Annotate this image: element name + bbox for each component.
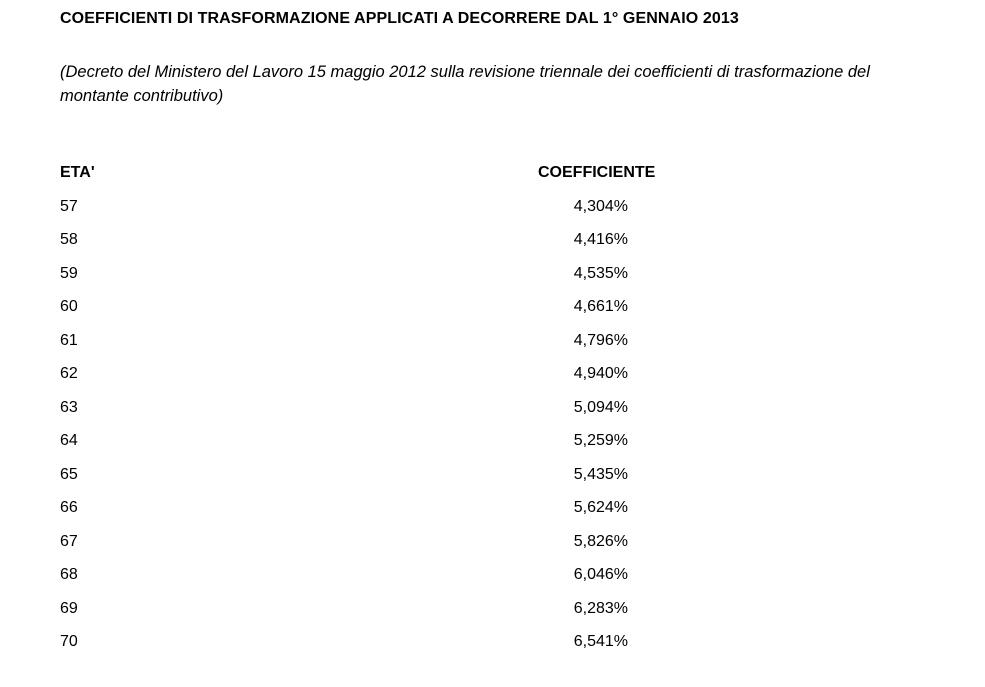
age-cell: 58	[60, 231, 78, 248]
coefficient-cell: 5,624%	[573, 499, 628, 516]
coefficient-cell: 6,541%	[573, 633, 628, 650]
coefficient-cell: 4,661%	[573, 298, 628, 315]
age-cell: 67	[60, 532, 78, 550]
age-cell: 70	[60, 633, 78, 650]
age-cell: 61	[60, 331, 78, 349]
age-cell: 57	[60, 197, 78, 215]
table-row	[0, 263, 985, 297]
coefficient-cell: 5,094%	[573, 398, 628, 416]
coefficient-table	[0, 162, 985, 665]
table-row	[0, 464, 985, 498]
document-title: COEFFICIENTI DI TRASFORMAZIONE APPLICATI A DECORRERE DAL 1° GENNAIO 2013	[60, 10, 739, 27]
age-cell: 68	[60, 566, 78, 583]
coefficient-cell: 4,416%	[573, 231, 628, 248]
header-coefficient: COEFFICIENTE	[538, 164, 656, 181]
age-cell: 69	[60, 599, 78, 617]
table-header-row	[0, 162, 985, 196]
age-cell: 59	[60, 264, 78, 282]
coefficient-cell: 4,796%	[573, 331, 628, 349]
age-cell: 66	[60, 499, 78, 516]
age-cell: 65	[60, 465, 78, 483]
table-row	[0, 497, 985, 531]
coefficient-cell: 5,435%	[573, 465, 628, 483]
table-row	[0, 598, 985, 632]
coefficient-cell: 4,940%	[573, 365, 628, 382]
header-age: ETA'	[60, 164, 95, 181]
table-row	[0, 430, 985, 464]
table-row	[0, 229, 985, 263]
table-row	[0, 631, 985, 665]
table-row	[0, 363, 985, 397]
age-cell: 63	[60, 398, 78, 416]
age-cell: 62	[60, 365, 78, 382]
coefficient-cell: 5,259%	[573, 432, 628, 449]
table-row	[0, 397, 985, 431]
table-row	[0, 196, 985, 230]
table-row	[0, 531, 985, 565]
coefficient-cell: 6,046%	[573, 566, 628, 583]
table-row	[0, 564, 985, 598]
coefficient-cell: 5,826%	[573, 532, 628, 550]
age-cell: 60	[60, 298, 78, 315]
table-row	[0, 296, 985, 330]
coefficient-cell: 6,283%	[573, 599, 628, 617]
coefficient-cell: 4,304%	[573, 197, 628, 215]
document-subtitle: (Decreto del Ministero del Lavoro 15 maggio 2012 sulla revisione triennale dei coefficienti di trasformazione del montante contributivo)	[60, 63, 870, 105]
coefficient-cell: 4,535%	[573, 264, 628, 282]
table-row	[0, 330, 985, 364]
age-cell: 64	[60, 432, 78, 449]
